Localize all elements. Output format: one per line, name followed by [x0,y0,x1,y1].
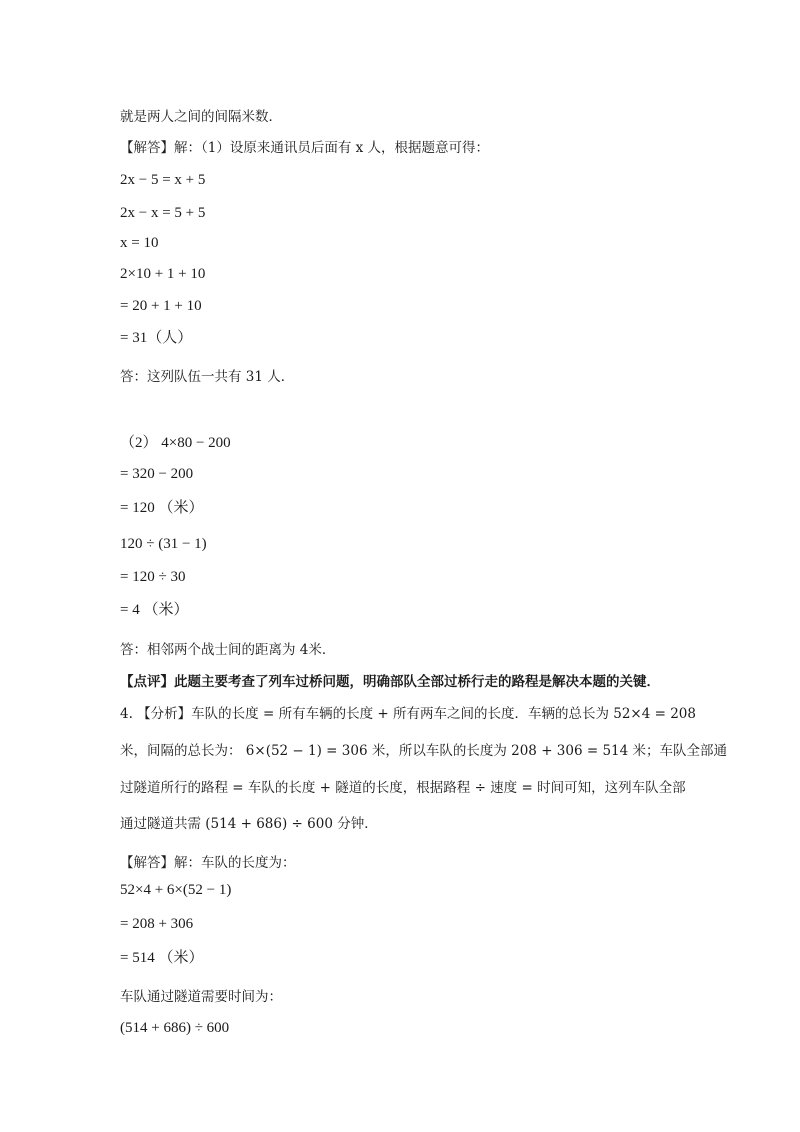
analysis-line: 通过隧道共需 (514 + 686) ÷ 600 分钟． [120,816,378,832]
solution-heading: 【解答】解：车队的长度为： [120,855,296,871]
equation-line: (514 + 686) ÷ 600 [120,1020,230,1036]
analysis-line: 4. 【分析】车队的长度 = 所有车辆的长度 + 所有两车之间的长度．车辆的总长为 52×4 = 208 [120,706,696,722]
equation-line: = 120 （米） [120,500,204,516]
analysis-line: 过隧道所行的路程 = 车队的长度 + 隧道的长度，根据路程 ÷ 速度 = 时间可知，这列车队全部 [120,780,686,796]
solution-heading: 【解答】解：（1）设原来通讯员后面有 x 人，根据题意可得： [120,140,490,156]
text-line: 车队通过隧道需要时间为： [120,989,282,1005]
equation-line: 2x − 5 = x + 5 [120,172,206,188]
equation-line: = 4 （米） [120,602,189,618]
equation-line: x = 10 [120,235,159,251]
equation-line: = 31（人） [120,330,193,346]
equation-line: = 120 ÷ 30 [120,569,186,585]
equation-line: （2） 4×80 − 200 [120,435,231,451]
comment-line: 【点评】此题主要考查了列车过桥问题，明确部队全部过桥行走的路程是解决本题的关键． [120,674,660,690]
equation-line: 120 ÷ (31 − 1) [120,536,207,552]
equation-line: 2×10 + 1 + 10 [120,266,206,282]
equation-line: = 208 + 306 [120,916,194,932]
text-line: 就是两人之间的间隔米数． [120,109,282,125]
analysis-line: 米，间隔的总长为： 6×(52 − 1) = 306 米，所以车队的长度为 208 + 306 = 514 米；车队全部通 [120,743,728,759]
equation-line: = 514 （米） [120,950,204,966]
answer-line: 答：这列队伍一共有 31 人． [120,369,295,385]
equation-line: = 320 − 200 [120,466,194,482]
equation-line: 52×4 + 6×(52 − 1) [120,882,232,898]
answer-line: 答：相邻两个战士间的距离为 4米． [120,642,336,658]
equation-line: = 20 + 1 + 10 [120,298,202,314]
equation-line: 2x − x = 5 + 5 [120,205,206,221]
